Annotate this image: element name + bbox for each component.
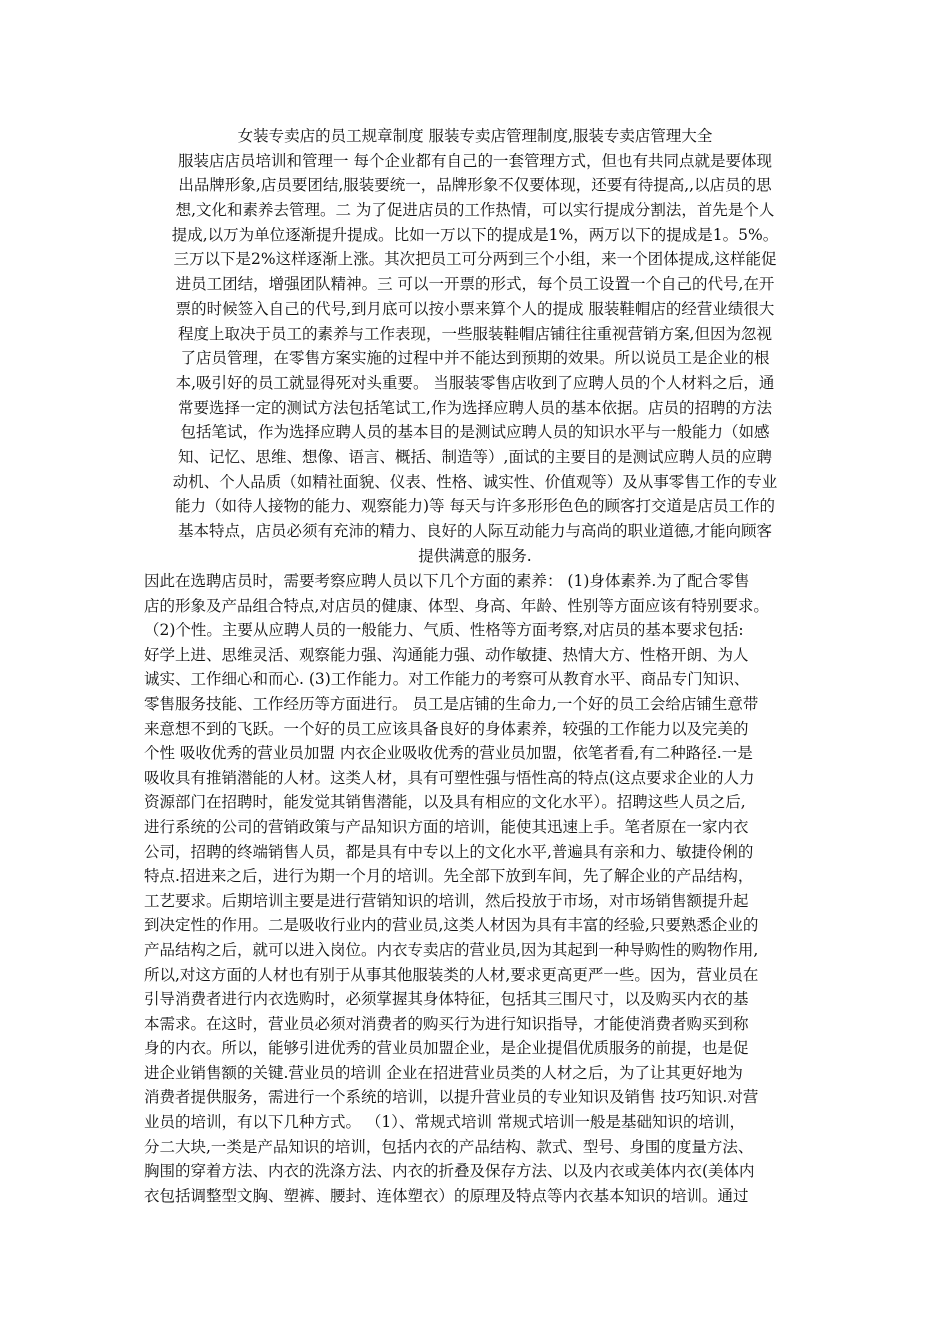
body-text-block: [144, 569, 814, 1208]
body-line: 零售服务技能、工作经历等方面进行。 员工是店铺的生命力,一个好的员工会给店铺生意带: [144, 694, 759, 713]
body-line: 胸围的穿着方法、内衣的洗涤方法、内衣的折叠及保存方法、以及内衣或美体内衣(美体内: [144, 1162, 755, 1181]
body-line: 身的内衣。所以，能够引进优秀的营业员加盟企业，是企业提倡优质服务的前提，也是促: [144, 1039, 749, 1058]
centered-line: 能力（如待人接物的能力、观察能力)等 每天与许多形形色色的顾客打交道是店员工作的: [175, 497, 775, 516]
body-line: 来意想不到的飞跃。一个好的员工应该具备良好的身体素养，较强的工作能力以及完美的: [144, 719, 749, 738]
body-line: 特点.招进来之后，进行为期一个月的培训。先全部下放到车间，先了解企业的产品结构，: [144, 867, 754, 886]
centered-line: 动机、个人品质（如精社面貌、仪表、性格、诚实性、价值观等）及从事零售工作的专业: [172, 472, 778, 491]
body-line: 进企业销售额的关键.营业员的培训 企业在招进营业员类的人材之后，为了让其更好地为: [144, 1063, 743, 1082]
body-line: 进行系统的公司的营销政策与产品知识方面的培训，能使其迅速上手。笔者原在一家内衣: [144, 817, 749, 836]
centered-line: 三万以下是2%这样逐渐上涨。其次把员工可分两到三个小组，来一个团体提成,这样能促: [173, 250, 777, 269]
body-line: 个性 吸收优秀的营业员加盟 内衣企业吸收优秀的营业员加盟，依笔者看,有二种路径.一是: [144, 744, 753, 763]
centered-line: 想,文化和素养去管理。二 为了促进店员的工作热情，可以实行提成分割法，首先是个人: [175, 201, 775, 220]
centered-line: 了店员管理，在零售方案实施的过程中并不能达到预期的效果。所以说员工是企业的根: [180, 349, 770, 368]
centered-line: 基本特点，店员必须有充沛的精力、良好的人际互动能力与高尚的职业道德,才能向顾客: [178, 522, 772, 540]
body-line: 引导消费者进行内衣选购时，必须掌握其身体特征，包括其三围尺寸，以及购买内衣的基: [144, 990, 749, 1009]
centered-line: 出品牌形象,店员要团结,服装要统一，品牌形象不仅要体现，还要有待提高,,以店员的思: [178, 176, 772, 195]
body-line: 所以,对这方面的人材也有别于从事其他服装类的人材,要求更高更严一些。因为，营业员在: [144, 965, 759, 984]
body-line: 本需求。在这时，营业员必须对消费者的购买行为进行知识指导，才能使消费者购买到称: [144, 1014, 749, 1033]
centered-line: 提供满意的服务.: [418, 546, 532, 565]
body-line: 业员的培训，有以下几种方式。 （1）、常规式培训 常规式培训一般是基础知识的培训，: [144, 1113, 745, 1132]
centered-line: 服装店店员培训和管理一 每个企业都有自己的一套管理方式，但也有共同点就是要体现: [178, 151, 772, 170]
body-line: 分二大块,一类是产品知识的培训，包括内衣的产品结构、款式、型号、身围的度量方法、: [144, 1137, 754, 1156]
body-line: 到决定性的作用。二是吸收行业内的营业员,这类人材因为具有丰富的经验,只要熟悉企业的: [144, 916, 759, 935]
body-line: 工艺要求。后期培训主要是进行营销知识的培训，然后投放于市场，对市场销售额提升起: [144, 891, 749, 910]
body-line: 因此在选聘店员时，需要考察应聘人员以下几个方面的素养： (1)身体素养.为了配合零售: [144, 572, 750, 590]
centered-line: 提成,以万为单位逐渐提升提成。比如一万以下的提成是1%，两万以下的提成是1。5%。: [171, 225, 779, 244]
centered-line: 包括笔试，作为选择应聘人员的基本目的是测试应聘人员的知识水平与一般能力（如感: [180, 423, 770, 442]
centered-line: 程度上取决于员工的素养与工作表现，一些服装鞋帽店铺往往重视营销方案,但因为忽视: [178, 324, 772, 343]
centered-line: 进员工团结，增强团队精神。三 可以一开票的形式，每个员工设置一个自己的代号,在开: [175, 275, 775, 294]
centered-line: 知、记忆、思维、想像、语言、概括、制造等）,面试的主要目的是测试应聘人员的应聘: [178, 447, 772, 466]
centered-line: 本,吸引好的员工就显得死对头重要。 当服装零售店收到了应聘人员的个人材料之后，通: [175, 373, 775, 392]
body-line: （2)个性。主要从应聘人员的一般能力、气质、性格等方面考察,对店员的基本要求包括:: [144, 621, 744, 640]
centered-line: 女装专卖店的员工规章制度 服装专卖店管理制度,服装专卖店管理大全: [237, 127, 713, 145]
body-line: 好学上进、思维灵活、观察能力强、沟通能力强、动作敏捷、热情大方、性格开朗、为人: [144, 645, 749, 664]
body-line: 资源部门在招聘时，能发觉其销售潜能，以及具有相应的文化水平）。招聘这些人员之后,: [144, 793, 746, 812]
centered-line: 常要选择一定的测试方法包括笔试工,作为选择应聘人员的基本依据。店员的招聘的方法: [178, 398, 772, 417]
body-line: 产品结构之后，就可以进入岗位。内衣专卖店的营业员,因为其起到一种导购性的购物作用,: [144, 940, 759, 959]
body-line: 衣包括调整型文胸、塑裤、腰封、连体塑衣）的原理及特点等内衣基本知识的培训。通过: [144, 1186, 749, 1205]
body-line: 诚实、工作细心和而心. (3)工作能力。对工作能力的考察可从教育水平、商品专门知识、: [144, 670, 750, 689]
centered-text-block: [100, 124, 850, 568]
centered-line: 票的时候签入自己的代号,到月底可以按小票来算个人的提成 服装鞋帽店的经营业绩很大: [175, 299, 775, 318]
body-line: 消费者提供服务，需进行一个系统的培训，以提升营业员的专业知识及销售 技巧知识.对营: [144, 1088, 759, 1107]
body-line: 公司，招聘的终端销售人员，都是具有中专以上的文化水平,普遍具有亲和力、敏捷伶俐的: [144, 842, 754, 861]
body-line: 吸收具有推销潜能的人材。这类人材，具有可塑性强与悟性高的特点(这点要求企业的人力: [144, 768, 755, 787]
body-line: 店的形象及产品组合特点,对店员的健康、体型、身高、年龄、性别等方面应该有特别要求。: [144, 596, 769, 615]
